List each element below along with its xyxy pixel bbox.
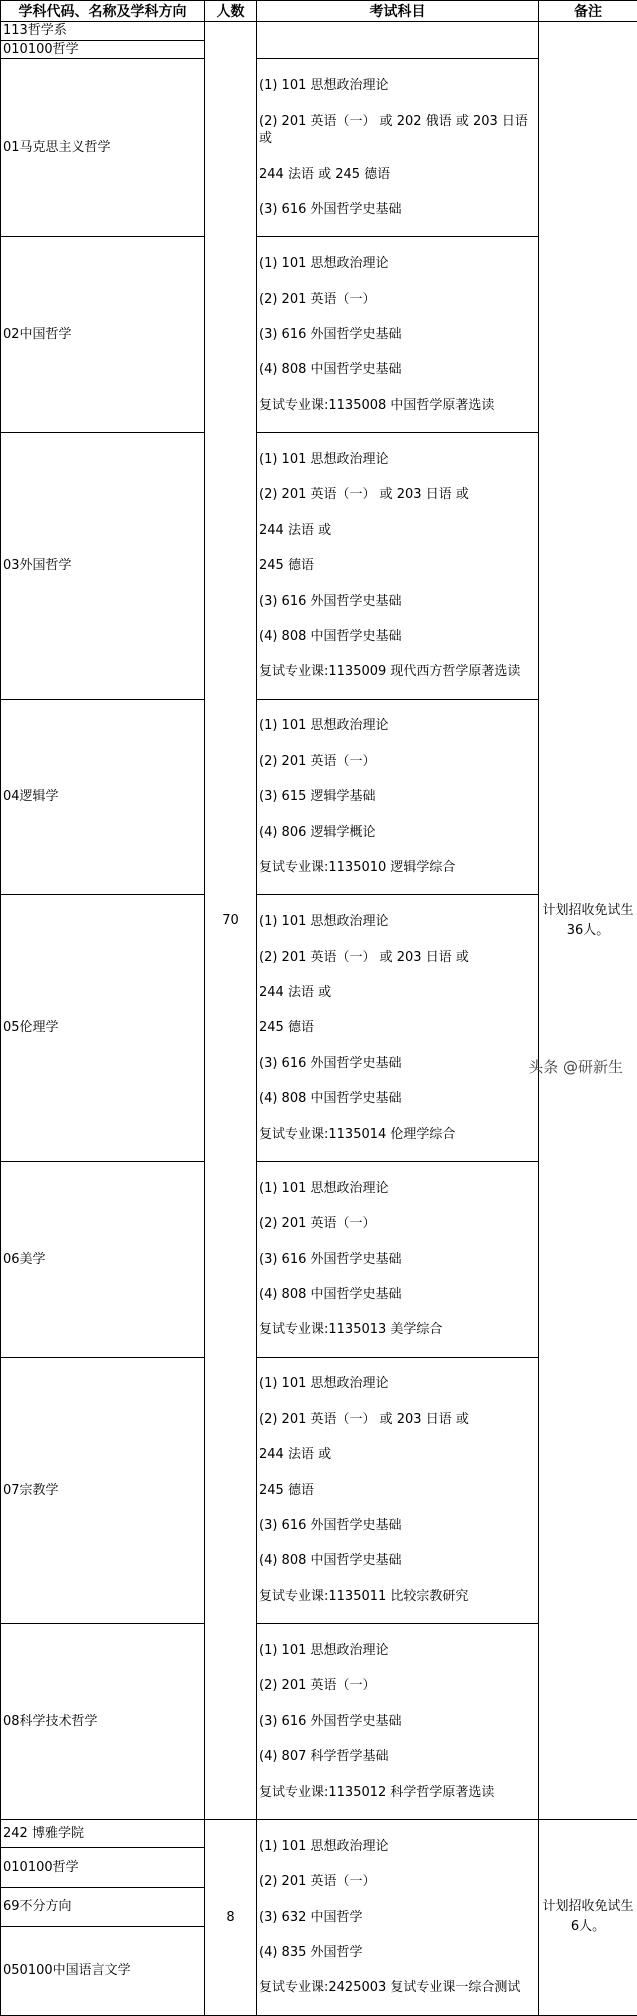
subject-line: (2) 201 英语（一） 或 203 日语 或 <box>259 486 536 504</box>
subject-line: 复试专业课:1135008 中国哲学原著选读 <box>259 397 536 415</box>
subjects-cell <box>257 433 539 700</box>
subject-line: 复试专业课:1135013 美学综合 <box>259 1321 536 1339</box>
subject-line: (2) 201 英语（一） <box>259 1677 536 1695</box>
subject-line: 复试专业课:1135009 现代西方哲学原著选读 <box>259 663 536 681</box>
subject-line: (2) 201 英语（一） 或 202 俄语 或 203 日语 或 <box>259 113 536 148</box>
subject-line: 245 德语 <box>259 1019 536 1037</box>
major-cell: 010100哲学 <box>1 40 205 59</box>
direction-cell: 02中国哲学 <box>1 237 205 433</box>
subject-line: (4) 807 科学哲学基础 <box>259 1748 536 1766</box>
subject-line: (3) 616 外国哲学史基础 <box>259 326 536 344</box>
watermark: 头条 @研新生 <box>528 1056 623 1077</box>
subject-line: (2) 201 英语（一） 或 203 日语 或 <box>259 1411 536 1429</box>
subject-line: (1) 101 思想政治理论 <box>259 77 536 95</box>
subject-line: (3) 616 外国哲学史基础 <box>259 1055 536 1073</box>
subjects-cell <box>257 1820 539 2016</box>
subject-line: (2) 201 英语（一） <box>259 291 536 309</box>
subject-line: (1) 101 思想政治理论 <box>259 451 536 469</box>
subjects-cell <box>257 699 539 895</box>
subject-line: (1) 101 思想政治理论 <box>259 717 536 735</box>
subjects-cell <box>257 1624 539 1820</box>
subject-line: (1) 101 思想政治理论 <box>259 1375 536 1393</box>
subject-line: (2) 201 英语（一） <box>259 753 536 771</box>
subject-line: 244 法语 或 <box>259 1446 536 1464</box>
header-row <box>1 1 637 22</box>
direction-cell: 03外国哲学 <box>1 433 205 700</box>
direction-cell: 08科学技术哲学 <box>1 1624 205 1820</box>
note-cell: 计划招收免试生6人。 <box>539 1820 637 2016</box>
header-notes: 备注 <box>539 1 637 22</box>
subject-line: (4) 808 中国哲学史基础 <box>259 1090 536 1108</box>
subject-line: 244 法语 或 <box>259 984 536 1002</box>
subject-line: (3) 616 外国哲学史基础 <box>259 1713 536 1731</box>
subjects-cell <box>257 237 539 433</box>
empty-subjects-cell <box>257 22 539 59</box>
subject-line: (3) 616 外国哲学史基础 <box>259 201 536 219</box>
count-cell: 70 <box>205 22 257 1820</box>
subject-line: 复试专业课:1135011 比较宗教研究 <box>259 1588 536 1606</box>
subject-line: (3) 616 外国哲学史基础 <box>259 1517 536 1535</box>
subject-line: (4) 835 外国哲学 <box>259 1944 536 1962</box>
subjects-cell <box>257 895 539 1162</box>
subject-line: (1) 101 思想政治理论 <box>259 1838 536 1856</box>
subject-line: (2) 201 英语（一） <box>259 1873 536 1891</box>
subject-line: (4) 808 中国哲学史基础 <box>259 628 536 646</box>
subject-line: 245 德语 <box>259 1482 536 1500</box>
direction-cell: 69不分方向 <box>1 1887 205 1926</box>
subject-line: 复试专业课:1135012 科学哲学原著选读 <box>259 1784 536 1802</box>
subject-line: (1) 101 思想政治理论 <box>259 1642 536 1660</box>
major-cell: 050100中国语言文学 <box>1 1927 205 2016</box>
subject-line: 244 法语 或 <box>259 522 536 540</box>
subject-line: (3) 616 外国哲学史基础 <box>259 1251 536 1269</box>
count-cell: 8 <box>205 1820 257 2016</box>
direction-cell: 06美学 <box>1 1162 205 1358</box>
subject-line: (1) 101 思想政治理论 <box>259 913 536 931</box>
subject-line: (4) 808 中国哲学史基础 <box>259 1552 536 1570</box>
subject-line: (2) 201 英语（一） <box>259 1215 536 1233</box>
header-count: 人数 <box>205 1 257 22</box>
subject-line: 复试专业课:1135010 逻辑学综合 <box>259 859 536 877</box>
subject-line: (1) 101 思想政治理论 <box>259 1180 536 1198</box>
subject-line: (2) 201 英语（一） 或 203 日语 或 <box>259 949 536 967</box>
direction-cell: 04逻辑学 <box>1 699 205 895</box>
direction-cell: 01马克思主义哲学 <box>1 59 205 237</box>
header-program: 学科代码、名称及学科方向 <box>1 1 205 22</box>
subjects-cell <box>257 1357 539 1624</box>
table-row <box>1 22 637 41</box>
subject-line: (4) 808 中国哲学史基础 <box>259 1286 536 1304</box>
subject-line: (1) 101 思想政治理论 <box>259 255 536 273</box>
subject-line: (3) 615 逻辑学基础 <box>259 788 536 806</box>
major-cell: 010100哲学 <box>1 1848 205 1887</box>
dept-cell: 113哲学系 <box>1 22 205 41</box>
direction-cell: 05伦理学 <box>1 895 205 1162</box>
subject-line: (3) 632 中国哲学 <box>259 1909 536 1927</box>
note-cell: 计划招收免试生36人。 <box>539 22 637 1820</box>
subjects-cell <box>257 59 539 237</box>
dept-cell: 242 博雅学院 <box>1 1820 205 1848</box>
table-row <box>1 1820 637 1848</box>
direction-cell: 07宗教学 <box>1 1357 205 1624</box>
subject-line: 244 法语 或 245 德语 <box>259 166 536 184</box>
subject-line: 复试专业课:1135014 伦理学综合 <box>259 1126 536 1144</box>
header-subjects: 考试科目 <box>257 1 539 22</box>
subjects-cell <box>257 1162 539 1358</box>
subject-line: 245 德语 <box>259 557 536 575</box>
subject-line: (4) 808 中国哲学史基础 <box>259 361 536 379</box>
subject-line: (4) 806 逻辑学概论 <box>259 824 536 842</box>
subject-line: (3) 616 外国哲学史基础 <box>259 593 536 611</box>
subject-line: 复试专业课:2425003 复试专业课一综合测试 <box>259 1979 536 1997</box>
